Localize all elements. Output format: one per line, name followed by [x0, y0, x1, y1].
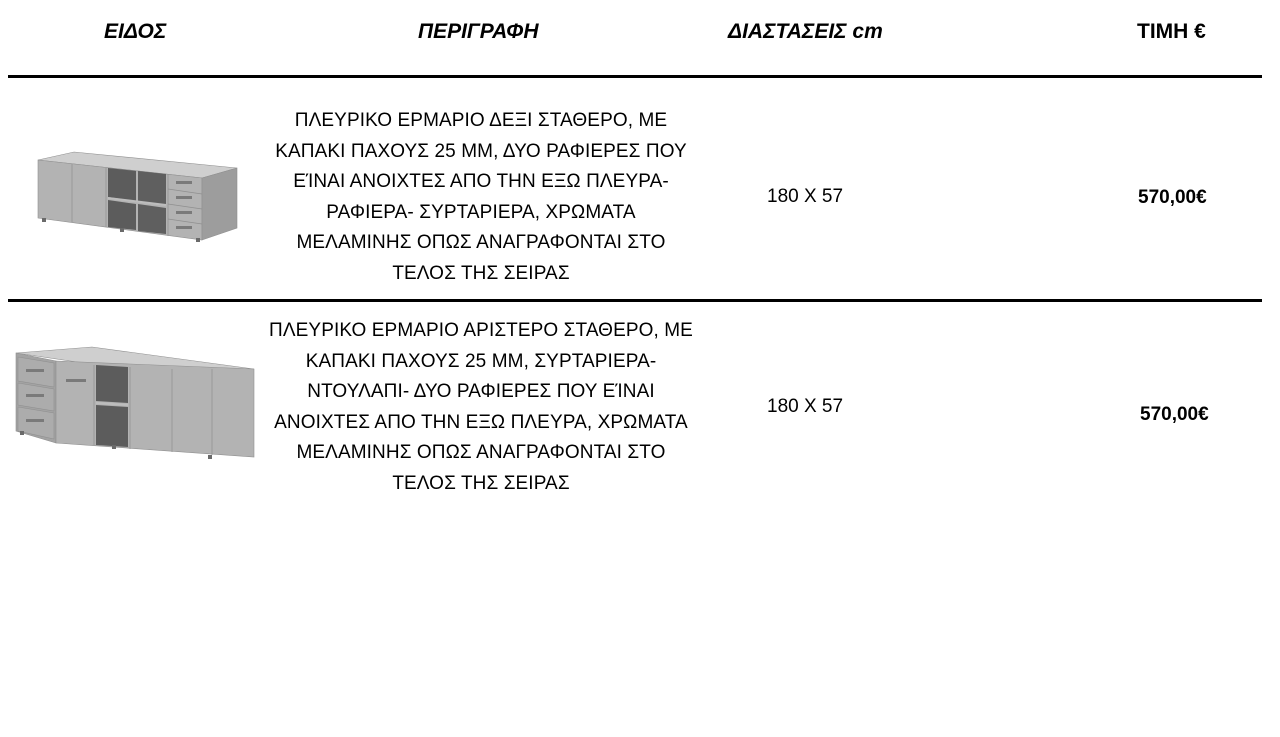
- sideboard-left-icon: [12, 343, 258, 465]
- description-row-1: [262, 106, 700, 289]
- header-divider: [8, 75, 1262, 78]
- column-header-item: ΕΙΔΟΣ: [104, 20, 167, 43]
- description-line: ΜΕΛΑΜΙΝΗΣ ΟΠΩΣ ΑΝΑΓΡΑΦΟΝΤΑΙ ΣΤΟ: [296, 442, 666, 463]
- price-row-1: 570,00€: [1138, 187, 1207, 208]
- description-line: ΜΕΛΑΜΙΝΗΣ ΟΠΩΣ ΑΝΑΓΡΑΦΟΝΤΑΙ ΣΤΟ: [296, 232, 666, 253]
- dimensions-row-2: 180 X 57: [767, 396, 844, 417]
- description-line: ΝΤΟΥΛΑΠΙ- ΔΥΟ ΡΑΦΙΕΡΕΣ ΠΟΥ ΕΊΝΑΙ: [307, 381, 655, 402]
- column-header-description: ΠΕΡΙΓΡΑΦΗ: [418, 20, 539, 43]
- column-header-dimensions: ΔΙΑΣΤΑΣΕΙΣ cm: [728, 20, 883, 43]
- description-line: ΕΊΝΑΙ ΑΝΟΙΧΤΕΣ ΑΠΟ ΤΗΝ ΕΞΩ ΠΛΕΥΡΑ-: [293, 171, 669, 192]
- description-line: ΚΑΠΑΚΙ ΠΑΧΟΥΣ 25 ΜΜ, ΔΥΟ ΡΑΦΙΕΡΕΣ ΠΟΥ: [275, 140, 687, 162]
- description-line: ΚΑΠΑΚΙ ΠΑΧΟΥΣ 25 ΜΜ, ΣΥΡΤΑΡΙΕΡΑ-: [305, 350, 657, 372]
- column-header-price: ΤΙΜΗ €: [1137, 20, 1206, 43]
- description-line: ΠΛΕΥΡΙΚΟ ΕΡΜΑΡΙΟ ΔΕΞΙ ΣΤΑΘΕΡΟ, ΜΕ: [294, 110, 668, 131]
- description-line: ΡΑΦΙΕΡΑ- ΣΥΡΤΑΡΙΕΡΑ, ΧΡΩΜΑΤΑ: [326, 201, 636, 223]
- dimensions-row-1: 180 X 57: [767, 186, 844, 207]
- row-divider: [8, 299, 1262, 302]
- description-line: ΤΕΛΟΣ ΤΗΣ ΣΕΙΡΑΣ: [392, 262, 570, 284]
- description-line: ΤΕΛΟΣ ΤΗΣ ΣΕΙΡΑΣ: [392, 472, 570, 494]
- description-row-2: [262, 316, 700, 499]
- description-line: ΑΝΟΙΧΤΕΣ ΑΠΟ ΤΗΝ ΕΞΩ ΠΛΕΥΡΑ, ΧΡΩΜΑΤΑ: [274, 411, 688, 433]
- description-line: ΠΛΕΥΡΙΚΟ ΕΡΜΑΡΙΟ ΑΡΙΣΤΕΡΟ ΣΤΑΘΕΡΟ, ΜΕ: [269, 320, 693, 341]
- sideboard-right-icon: [30, 148, 242, 242]
- price-row-2: 570,00€: [1140, 404, 1209, 425]
